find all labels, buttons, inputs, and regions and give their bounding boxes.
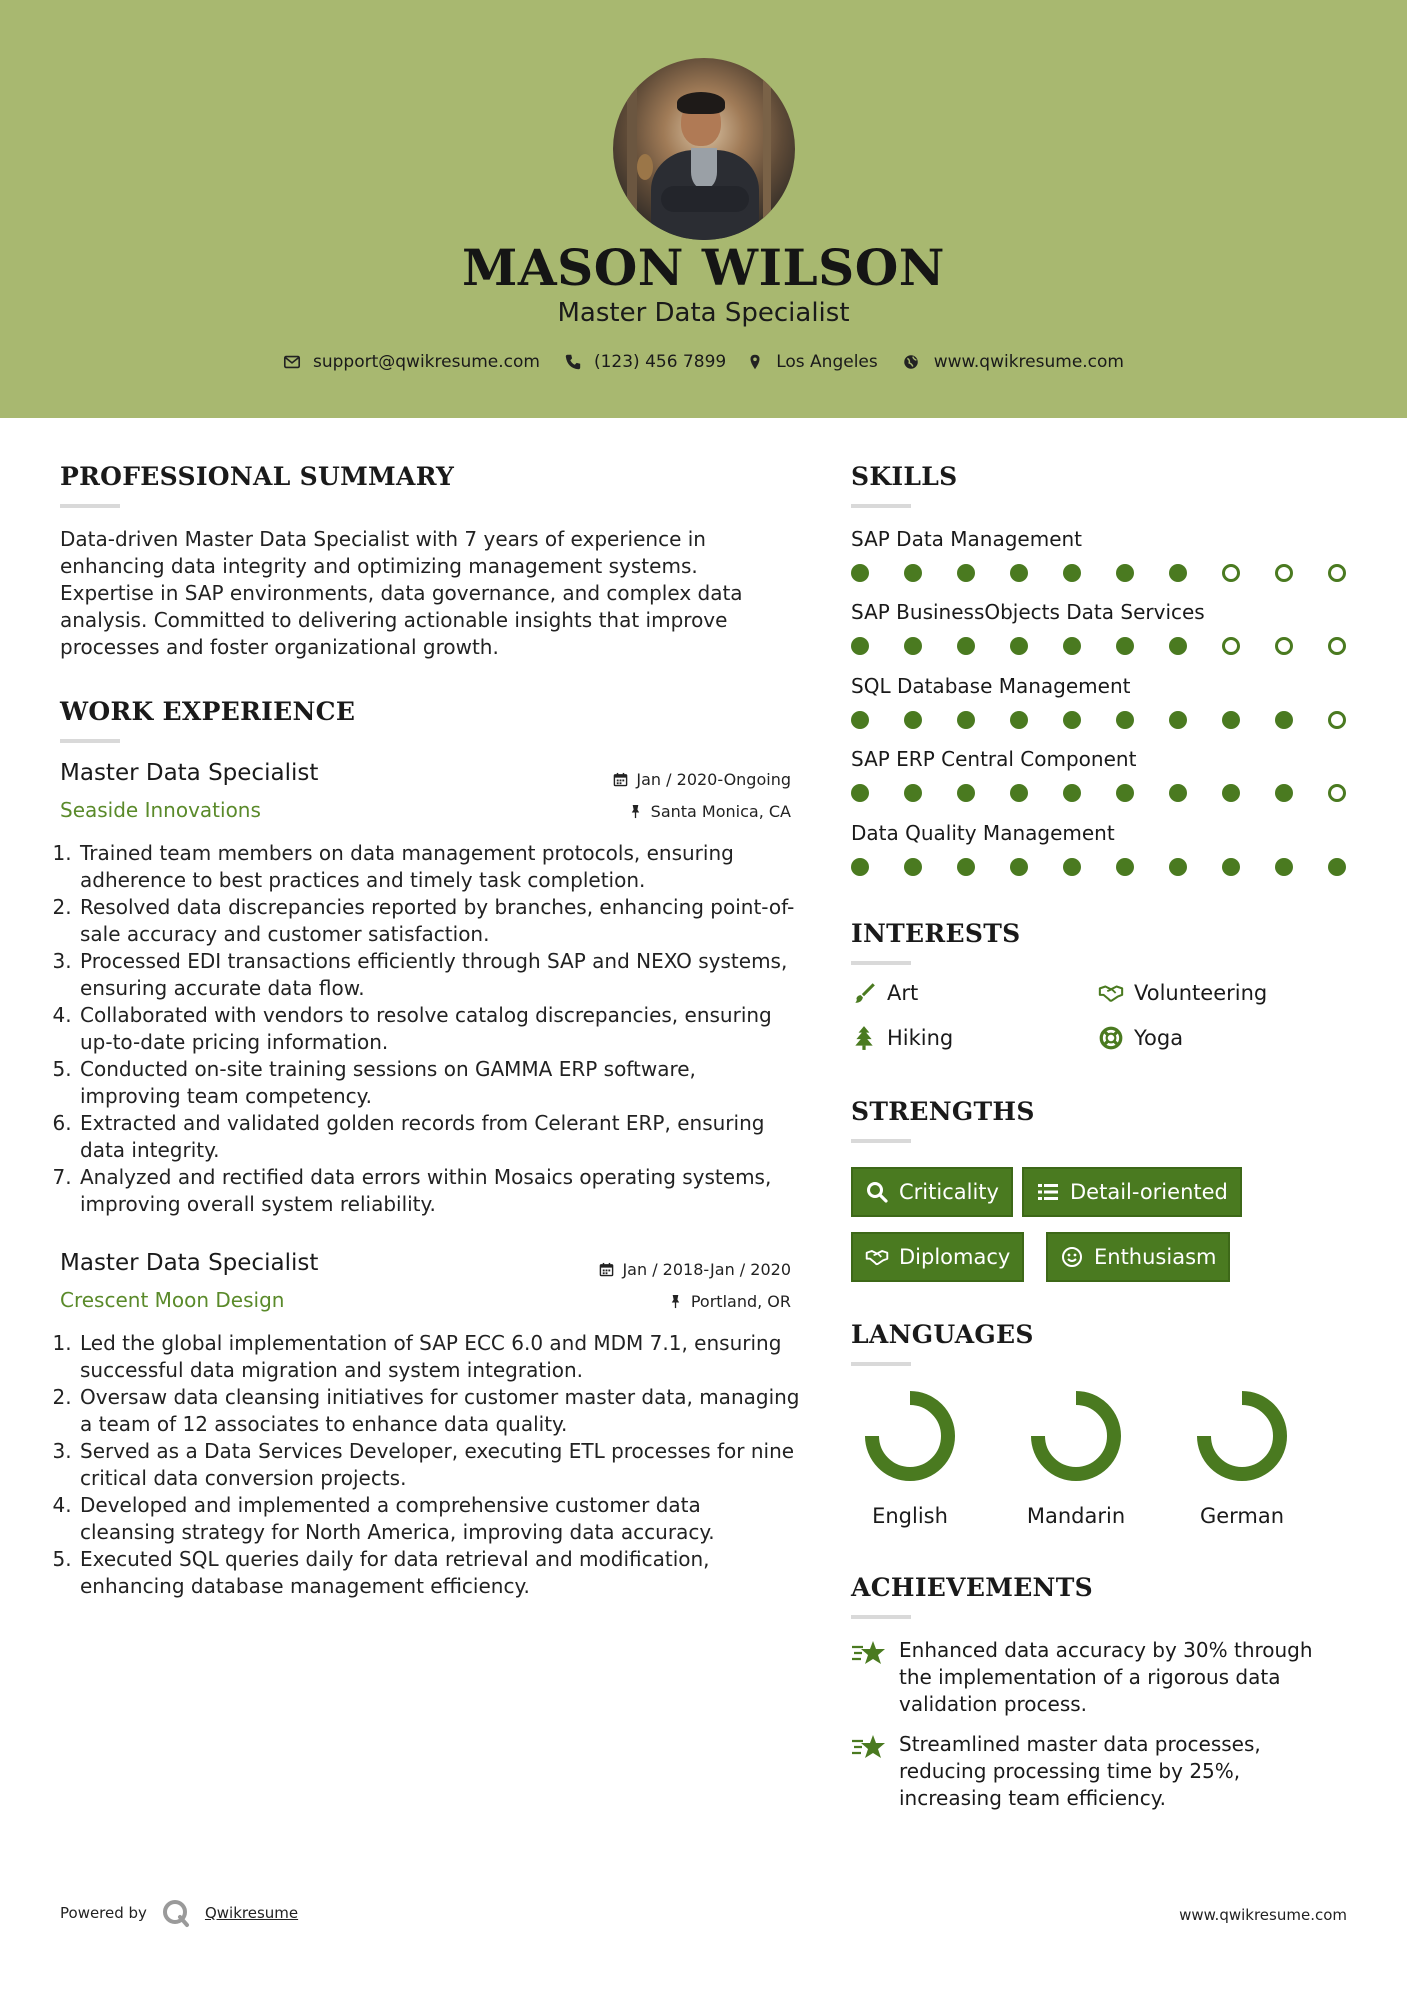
list-item: 1. Led the global implementation of SAP ECC 6.0 and MDM 7.1, ensuring successful data migration and system integration.	[78, 1330, 800, 1384]
strengths-rule	[851, 1139, 911, 1143]
summary-text	[60, 526, 800, 661]
skill-dot	[1169, 564, 1187, 582]
footer-site[interactable]: www.qwikresume.com	[1179, 1906, 1347, 1924]
calendar-icon	[599, 1262, 614, 1277]
job-bullets	[60, 1330, 800, 1600]
skill-dot	[1328, 564, 1346, 582]
skill-dot	[1275, 637, 1293, 655]
interest-item: Yoga	[1098, 1025, 1183, 1051]
interest-item: Volunteering	[1098, 980, 1267, 1006]
skill-dot	[1275, 858, 1293, 876]
language-item	[840, 1386, 980, 1528]
job-dates	[480, 1260, 791, 1279]
profile-photo	[613, 58, 795, 240]
job-company: Crescent Moon Design	[60, 1288, 285, 1312]
skill-dot	[904, 711, 922, 729]
summary-line: enhancing data integrity and optimizing management systems.	[60, 554, 698, 578]
language-name: English	[872, 1504, 948, 1528]
achievement-item: Enhanced data accuracy by 30% through the implementation of a rigorous data validation process.	[851, 1637, 1331, 1718]
skill-name: SAP ERP Central Component	[851, 747, 1137, 771]
pushpin-icon	[628, 804, 643, 819]
job-bullets	[60, 840, 800, 1218]
skill-dot	[851, 711, 869, 729]
job-title: Master Data Specialist	[60, 1250, 319, 1276]
powered-by-text: Powered by	[60, 1904, 147, 1922]
job-company: Seaside Innovations	[60, 798, 261, 822]
skill-dot	[1275, 784, 1293, 802]
summary-line: Expertise in SAP environments, data governance, and complex data	[60, 581, 743, 605]
skill-rating	[851, 564, 1381, 582]
skill-dot	[1116, 784, 1134, 802]
skill-dot	[1116, 637, 1134, 655]
summary-line: Data-driven Master Data Specialist with 7 years of experience in	[60, 527, 706, 551]
star-icon	[851, 1733, 887, 1763]
globe-icon	[902, 353, 920, 371]
contact-bar	[0, 352, 1407, 372]
language-name: Mandarin	[1026, 1504, 1126, 1528]
skill-dot	[1169, 711, 1187, 729]
skills-heading: SKILLS	[851, 462, 958, 491]
email-contact[interactable]	[283, 352, 540, 372]
list-item: 2. Resolved data discrepancies reported by branches, enhancing point-of-sale accuracy and customer satisfaction.	[78, 894, 800, 948]
achievement-item: Streamlined master data processes, reducing processing time by 25%, increasing team efficiency.	[851, 1731, 1331, 1812]
skill-rating	[851, 711, 1381, 729]
location-text: Los Angeles	[776, 352, 878, 372]
skill-dot	[851, 784, 869, 802]
skill-dot	[1328, 858, 1346, 876]
skill-dot	[1275, 711, 1293, 729]
summary-line: processes and foster organizational growth.	[60, 635, 499, 659]
skill-dot	[957, 564, 975, 582]
job-dates	[480, 770, 791, 789]
interest-item: Art	[851, 980, 918, 1006]
list-item: 4. Collaborated with vendors to resolve catalog discrepancies, ensuring up-to-date pricing information.	[78, 1002, 800, 1056]
skill-dot	[1222, 637, 1240, 655]
summary-line: analysis. Committed to delivering actionable insights that improve	[60, 608, 728, 632]
map-pin-icon	[746, 353, 764, 371]
skill-dot	[1222, 858, 1240, 876]
strengths-heading: STRENGTHS	[851, 1097, 1035, 1126]
skill-dot	[1169, 637, 1187, 655]
resume-header	[0, 0, 1407, 418]
job-location-text: Santa Monica, CA	[650, 802, 791, 821]
list-item: 3. Processed EDI transactions efficiently through SAP and NEXO systems, ensuring accurate data flow.	[78, 948, 800, 1002]
interests-heading: INTERESTS	[851, 919, 1021, 948]
star-icon	[851, 1639, 887, 1669]
skill-dot	[1116, 564, 1134, 582]
language-level-arc	[1038, 1398, 1114, 1474]
list-item: 5. Conducted on-site training sessions on GAMMA ERP software, improving team competency.	[78, 1056, 800, 1110]
skill-dot	[1063, 858, 1081, 876]
skill-dot	[957, 784, 975, 802]
lifering-icon	[1098, 1025, 1124, 1051]
languages-rule	[851, 1362, 911, 1366]
handshake-icon	[1098, 980, 1124, 1006]
strength-badge: Enthusiasm	[1046, 1232, 1230, 1282]
skill-dot	[1010, 784, 1028, 802]
skills-rule	[851, 504, 911, 508]
skill-dot	[957, 858, 975, 876]
list-item: 4. Developed and implemented a comprehensive customer data cleansing strategy for North America, improving data accuracy.	[78, 1492, 800, 1546]
footer-powered-by	[60, 1898, 298, 1928]
skill-rating	[851, 858, 1381, 876]
phone-contact[interactable]	[564, 352, 726, 372]
job-location-text: Portland, OR	[690, 1292, 791, 1311]
achievements-rule	[851, 1615, 911, 1619]
skill-dot	[1222, 711, 1240, 729]
languages-heading: LANGUAGES	[851, 1320, 1034, 1349]
phone-text: (123) 456 7899	[593, 352, 727, 372]
work-rule	[60, 739, 120, 743]
list-icon	[1036, 1180, 1060, 1204]
skill-rating	[851, 784, 1381, 802]
list-item: 2. Oversaw data cleansing initiatives for customer master data, managing a team of 12 associates to enhance data quality.	[78, 1384, 800, 1438]
language-level-ring	[860, 1386, 960, 1486]
job-location	[480, 802, 791, 821]
list-item: 3. Served as a Data Services Developer, executing ETL processes for nine critical data conversion projects.	[78, 1438, 800, 1492]
language-level-arc	[872, 1398, 948, 1474]
website-contact[interactable]	[902, 352, 1124, 372]
skill-dot	[1063, 711, 1081, 729]
skill-dot	[1010, 711, 1028, 729]
list-item: 6. Extracted and validated golden records from Celerant ERP, ensuring data integrity.	[78, 1110, 800, 1164]
skill-name: SQL Database Management	[851, 674, 1131, 698]
skill-dot	[1328, 711, 1346, 729]
job-dates-text: Jan / 2018-Jan / 2020	[622, 1260, 791, 1279]
email-text: support@qwikresume.com	[313, 352, 540, 372]
pushpin-icon	[668, 1294, 683, 1309]
skill-dot	[904, 784, 922, 802]
skill-dot	[1275, 564, 1293, 582]
skill-dot	[1328, 784, 1346, 802]
skill-name: SAP Data Management	[851, 527, 1083, 551]
summary-rule	[60, 504, 120, 508]
phone-icon	[564, 353, 582, 371]
list-item: 1. Trained team members on data management protocols, ensuring adherence to best practices and timely task completion.	[78, 840, 800, 894]
skill-dot	[1222, 564, 1240, 582]
job-dates-text: Jan / 2020-Ongoing	[636, 770, 791, 789]
smile-icon	[1060, 1245, 1084, 1269]
language-level-arc	[1204, 1398, 1280, 1474]
website-text: www.qwikresume.com	[933, 352, 1124, 372]
skill-dot	[851, 858, 869, 876]
job-location	[480, 1292, 791, 1311]
skill-dot	[1063, 784, 1081, 802]
language-level-ring	[1192, 1386, 1292, 1486]
skill-dot	[1010, 564, 1028, 582]
language-item	[1006, 1386, 1146, 1528]
work-heading: WORK EXPERIENCE	[60, 697, 356, 726]
search-icon	[865, 1180, 889, 1204]
skill-dot	[1328, 637, 1346, 655]
skill-dot	[1169, 858, 1187, 876]
interests-rule	[851, 961, 911, 965]
skill-dot	[1169, 784, 1187, 802]
job-title: Master Data Specialist	[60, 760, 319, 786]
skill-dot	[1116, 711, 1134, 729]
tree-icon	[851, 1025, 877, 1051]
skill-dot	[1222, 784, 1240, 802]
strength-badge: Criticality	[851, 1167, 1013, 1217]
envelope-icon	[283, 353, 301, 371]
list-item: 7. Analyzed and rectified data errors within Mosaics operating systems, improving overall system reliability.	[78, 1164, 800, 1218]
skill-dot	[1116, 858, 1134, 876]
skill-dot	[957, 637, 975, 655]
skill-name: SAP BusinessObjects Data Services	[851, 600, 1205, 624]
calendar-icon	[613, 772, 628, 787]
candidate-name: MASON WILSON	[462, 238, 945, 297]
handshake-icon	[865, 1245, 889, 1269]
language-level-ring	[1026, 1386, 1126, 1486]
location-contact	[746, 352, 878, 372]
list-item: 5. Executed SQL queries daily for data retrieval and modification, enhancing database management efficiency.	[78, 1546, 800, 1600]
qwikresume-logo-icon	[161, 1898, 191, 1928]
summary-heading: PROFESSIONAL SUMMARY	[60, 462, 455, 491]
language-name: German	[1199, 1504, 1285, 1528]
achievements-heading: ACHIEVEMENTS	[851, 1573, 1093, 1602]
paintbrush-icon	[851, 980, 877, 1006]
skill-dot	[904, 637, 922, 655]
skill-dot	[904, 858, 922, 876]
skill-dot	[851, 637, 869, 655]
qwikresume-link[interactable]: Qwikresume	[204, 1904, 299, 1922]
skill-rating	[851, 637, 1381, 655]
skill-dot	[957, 711, 975, 729]
skill-dot	[851, 564, 869, 582]
candidate-title: Master Data Specialist	[557, 298, 850, 328]
skill-dot	[1063, 564, 1081, 582]
skill-dot	[1010, 858, 1028, 876]
strength-badge: Detail-oriented	[1022, 1167, 1242, 1217]
skill-dot	[904, 564, 922, 582]
strength-badge: Diplomacy	[851, 1232, 1024, 1282]
skill-name: Data Quality Management	[851, 821, 1115, 845]
interest-item: Hiking	[851, 1025, 953, 1051]
language-item	[1172, 1386, 1312, 1528]
skill-dot	[1010, 637, 1028, 655]
skill-dot	[1063, 637, 1081, 655]
